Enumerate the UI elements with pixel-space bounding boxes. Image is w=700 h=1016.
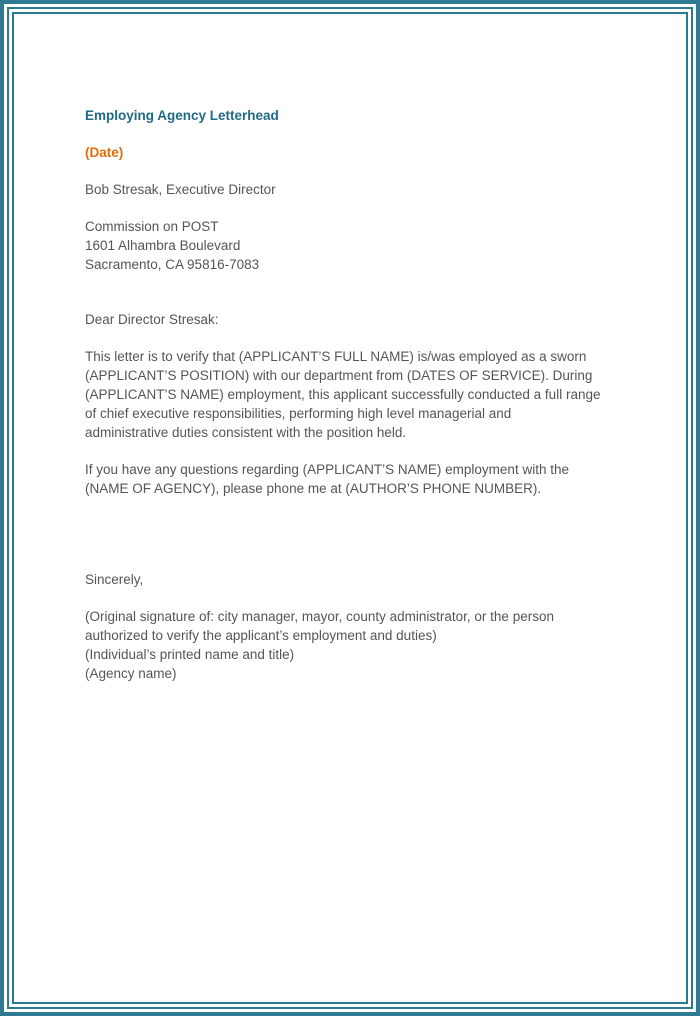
body-paragraph-1 [85, 347, 625, 442]
spacer [85, 498, 625, 570]
letter-content [85, 106, 625, 683]
address-line: 1601 Alhambra Boulevard [85, 238, 241, 253]
signature-line: (Original signature of: city manager, mayor, county administrator, or the person [85, 609, 554, 624]
body-line: (NAME OF AGENCY), please phone me at (AUTHOR’S PHONE NUMBER). [85, 481, 542, 496]
letter-date: (Date) [85, 145, 124, 160]
recipient-line: Bob Stresak, Executive Director [85, 182, 276, 197]
body-line: If you have any questions regarding (APPLICANT’S NAME) employment with the [85, 462, 569, 477]
recipient-address [85, 217, 625, 274]
signature-line: (Agency name) [85, 666, 177, 681]
body-line: (APPLICANT’S NAME) employment, this applicant successfully conducted a full range [85, 387, 601, 402]
salutation: Dear Director Stresak: [85, 312, 219, 327]
letterhead-title: Employing Agency Letterhead [85, 108, 279, 123]
signature-line: authorized to verify the applicant’s employment and duties) [85, 628, 437, 643]
signature-line: (Individual’s printed name and title) [85, 647, 295, 662]
spacer [85, 274, 625, 310]
body-paragraph-2 [85, 460, 625, 498]
closing: Sincerely, [85, 572, 144, 587]
body-line: of chief executive responsibilities, performing high level managerial and [85, 406, 512, 421]
body-line: This letter is to verify that (APPLICANT’S FULL NAME) is/was employed as a sworn [85, 349, 587, 364]
address-line: Commission on POST [85, 219, 219, 234]
body-line: (APPLICANT’S POSITION) with our department from (DATES OF SERVICE). During [85, 368, 593, 383]
signature-block [85, 607, 625, 683]
body-line: administrative duties consistent with the position held. [85, 425, 407, 440]
address-line: Sacramento, CA 95816-7083 [85, 257, 260, 272]
